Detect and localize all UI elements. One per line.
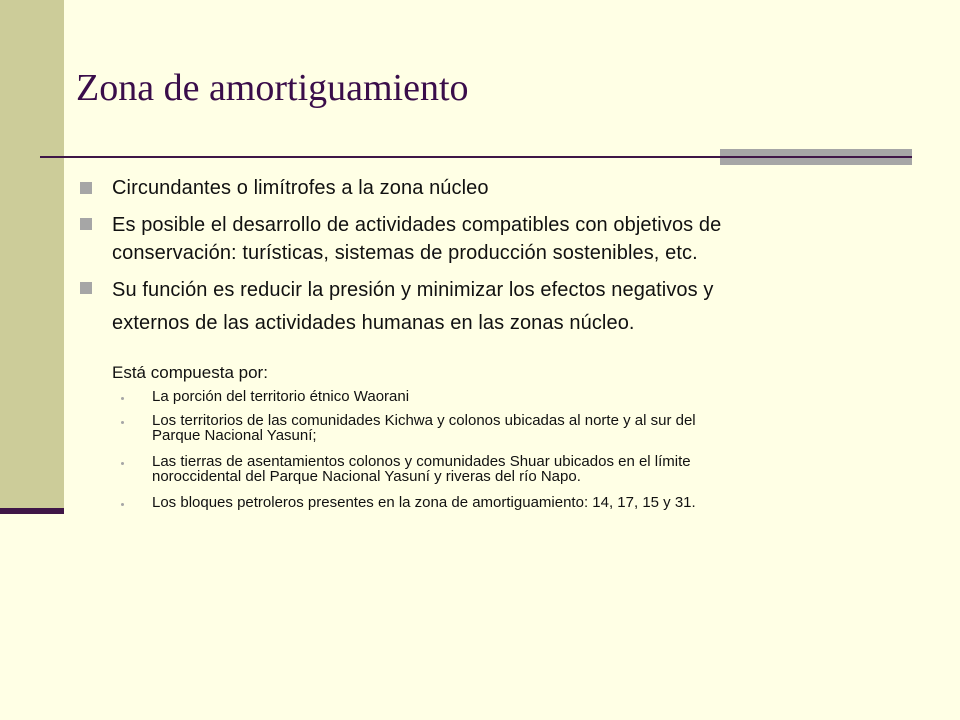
bullet-line: Circundantes o limítrofes a la zona núcleo [112,177,489,199]
bullet-line: conservación: turísticas, sistemas de producción sostenibles, etc. [112,242,698,264]
sub-bullet-line: Los territorios de las comunidades Kichwa y colonos ubicadas al norte y al sur del [152,412,696,429]
sub-bullet-line: Las tierras de asentamientos colonos y comunidades Shuar ubicados en el límite [152,453,691,470]
sub-bullet-item [152,389,842,404]
bullet-line: Su función es reducir la presión y minimizar los efectos negativos y [112,279,714,301]
dot-bullet-icon [121,462,124,465]
sub-bullet-line: La porción del territorio étnico Waorani [152,388,410,405]
sub-bullet-item [152,413,842,443]
bullet-item [112,176,834,200]
sub-bullet-item [152,454,842,484]
title-divider-accent-top [720,149,912,156]
sidebar-decoration [0,0,64,512]
slide-title: Zona de amortiguamiento [76,67,469,109]
sub-heading: Está compuesta por: [112,363,268,382]
bullet-item [112,274,834,340]
square-bullet-icon [80,218,92,230]
sub-bullet-item [152,495,842,510]
dot-bullet-icon [121,421,124,424]
bullet-line: externos de las actividades humanas en las zonas núcleo. [112,312,635,334]
dot-bullet-icon [121,503,124,506]
bullet-item [112,211,834,267]
sidebar-base-bar [0,508,64,514]
title-divider-accent-bottom [720,158,912,165]
dot-bullet-icon [121,397,124,400]
square-bullet-icon [80,182,92,194]
sub-bullet-line: Parque Nacional Yasuní; [152,427,317,444]
bullet-line: Es posible el desarrollo de actividades compatibles con objetivos de [112,214,722,236]
sub-bullet-line: noroccidental del Parque Nacional Yasuní y riveras del río Napo. [152,468,581,485]
sub-bullet-line: Los bloques petroleros presentes en la zona de amortiguamiento: 14, 17, 15 y 31. [152,494,696,511]
square-bullet-icon [80,282,92,294]
